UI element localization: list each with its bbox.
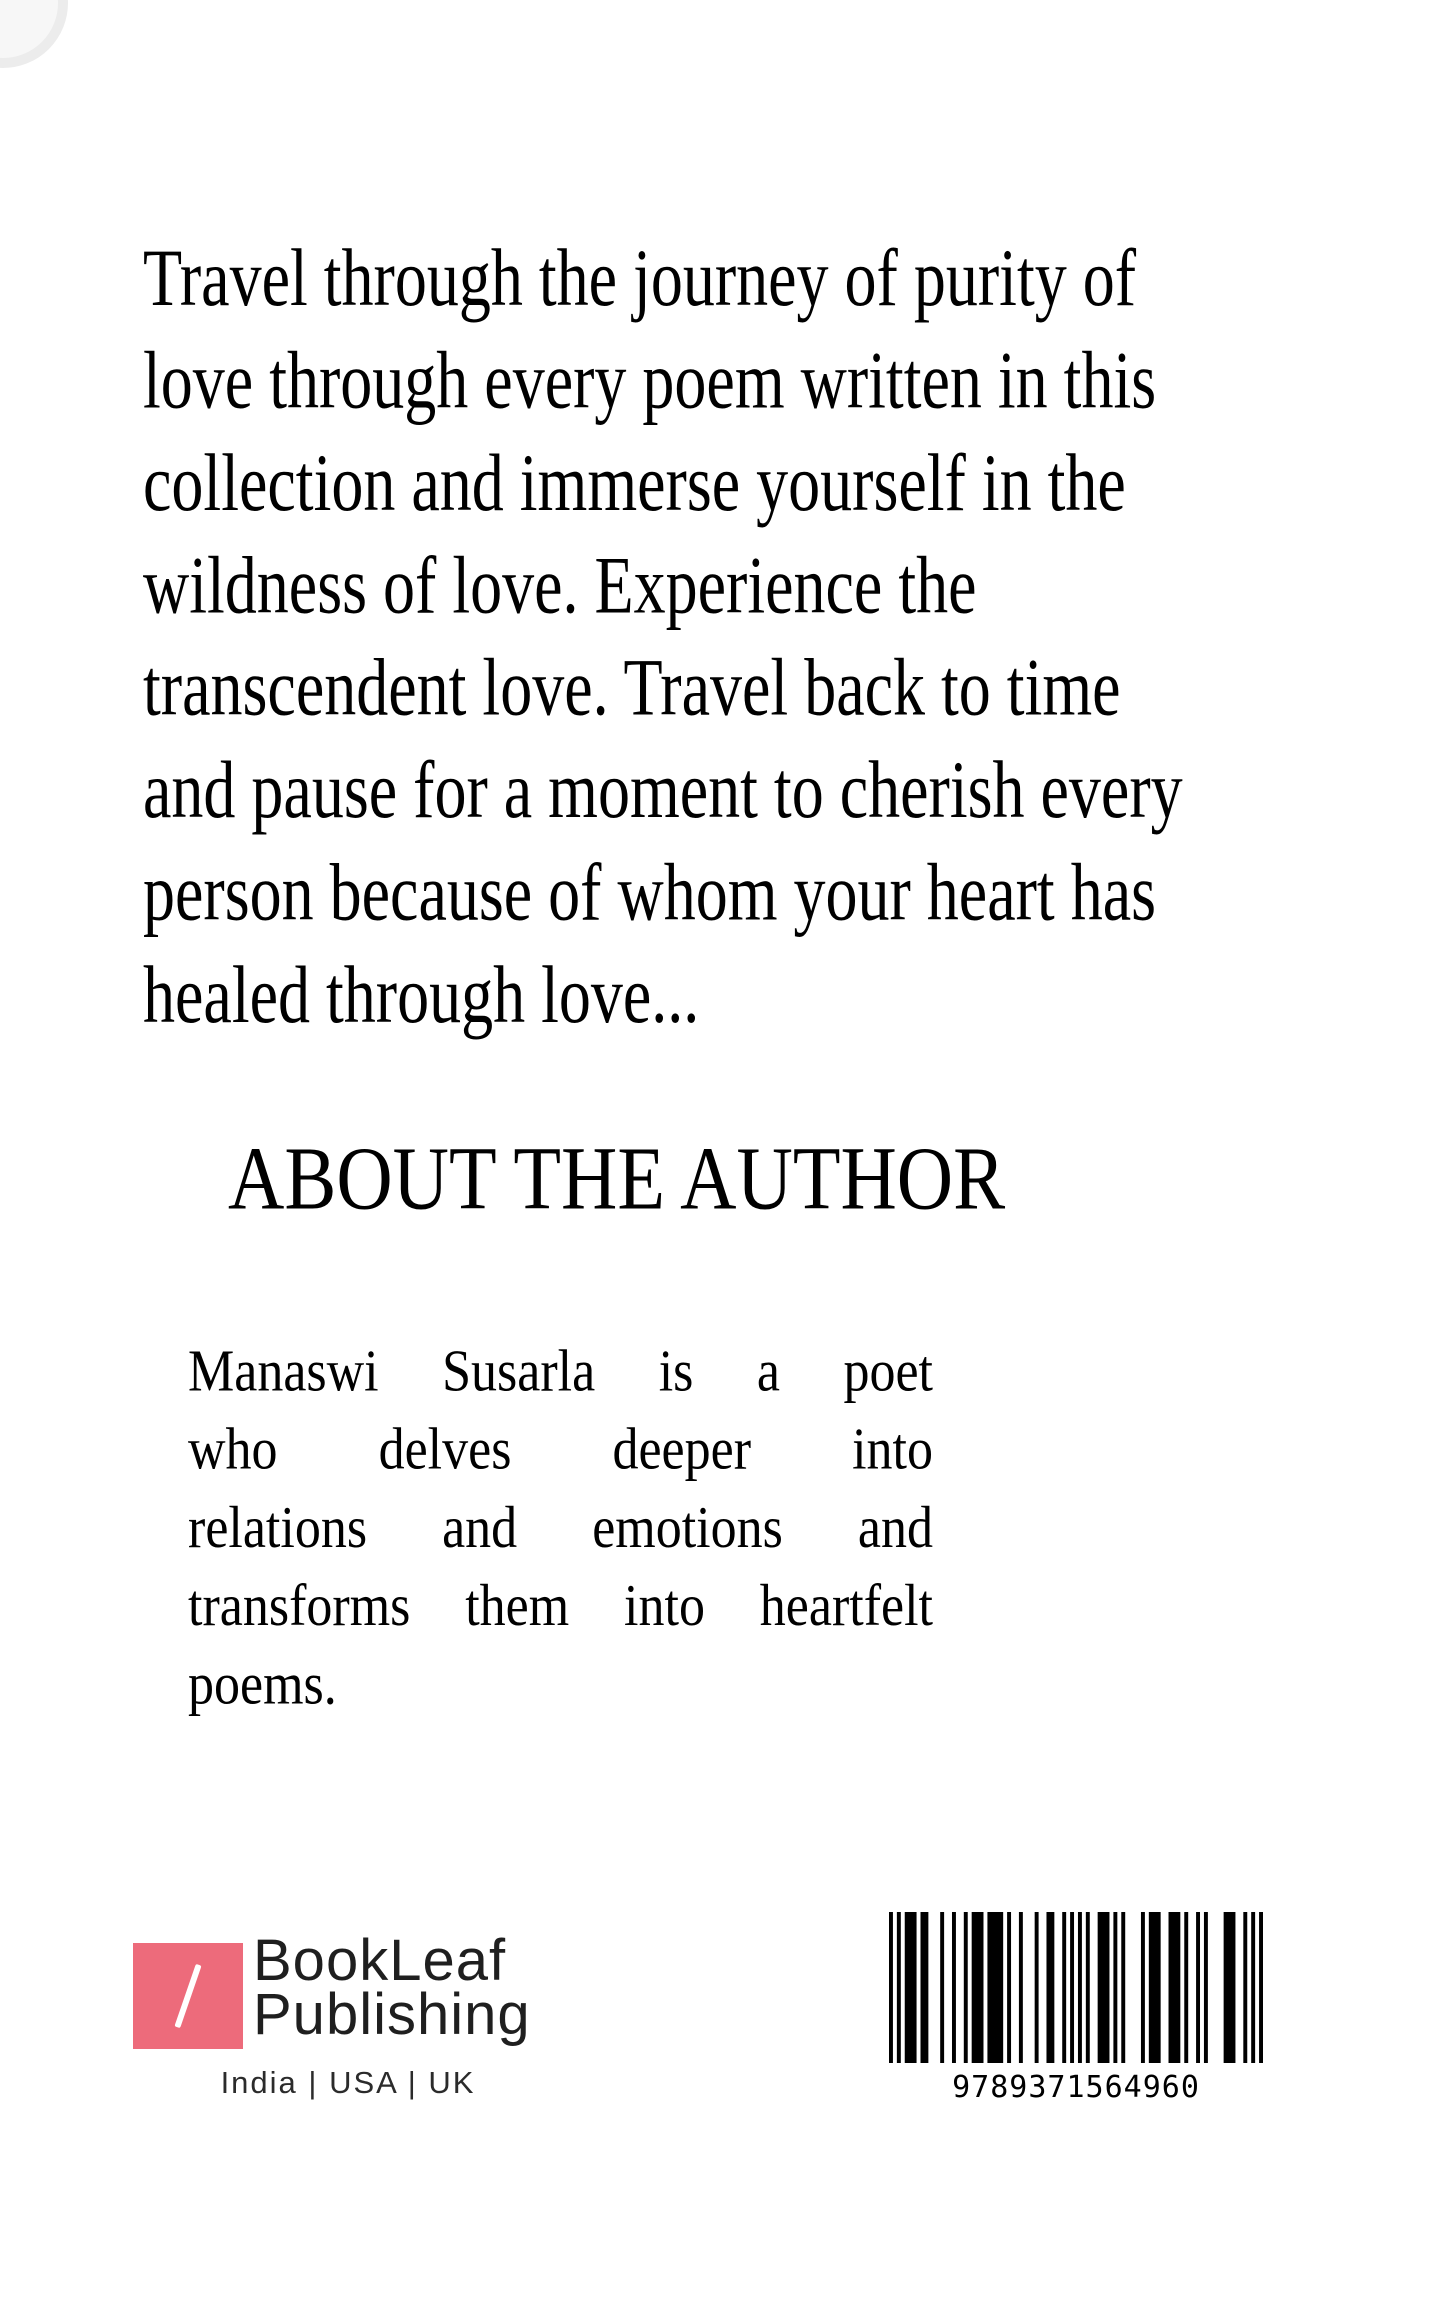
blurb-line: collection and immerse yourself in the bbox=[143, 436, 1126, 528]
bio-line bbox=[188, 1411, 933, 1489]
bio-word: poet bbox=[843, 1338, 933, 1405]
bio-word: transforms bbox=[188, 1573, 411, 1639]
bio-word: Manaswi bbox=[188, 1338, 379, 1405]
bio-line bbox=[188, 1489, 933, 1567]
bio-word: into bbox=[624, 1573, 705, 1639]
bio-word: and bbox=[857, 1495, 933, 1561]
barcode-bars bbox=[889, 1912, 1263, 2063]
bio-word: emotions bbox=[592, 1495, 783, 1561]
blurb-line: healed through love... bbox=[143, 948, 700, 1040]
bio-word: them bbox=[465, 1573, 570, 1639]
blurb-line: and pause for a moment to cherish every bbox=[143, 744, 1183, 835]
bio-word: and bbox=[442, 1495, 518, 1561]
blurb-line: wildness of love. Experience the bbox=[143, 539, 977, 631]
book-blurb bbox=[143, 227, 1303, 1046]
barcode bbox=[889, 1912, 1263, 2104]
blurb-line: Travel through the journey of purity of bbox=[143, 232, 1137, 323]
slash-icon bbox=[174, 1964, 201, 2028]
author-bio bbox=[188, 1333, 933, 1724]
bio-word: who bbox=[188, 1416, 278, 1483]
bio-word: delves bbox=[378, 1416, 512, 1483]
publisher-logo-row bbox=[133, 1928, 563, 2049]
corner-arc-decoration bbox=[0, 0, 68, 68]
bookleaf-logo bbox=[133, 1943, 243, 2049]
bio-word: into bbox=[852, 1416, 933, 1483]
blurb-line: love through every poem written in this bbox=[143, 334, 1157, 426]
bio-word: Susarla bbox=[442, 1338, 596, 1405]
blurb-line: transcendent love. Travel back to time bbox=[143, 641, 1121, 733]
bio-word: deeper bbox=[612, 1416, 752, 1483]
bio-word: heartfelt bbox=[759, 1573, 933, 1639]
bio-word: relations bbox=[188, 1495, 368, 1561]
bio-line: poems. bbox=[188, 1651, 337, 1718]
bio-line bbox=[188, 1568, 933, 1646]
publisher-name bbox=[253, 1928, 531, 2047]
bio-line bbox=[188, 1333, 933, 1411]
publisher-name-line1: BookLeaf bbox=[253, 1928, 507, 1993]
bio-word: a bbox=[756, 1338, 780, 1405]
publisher-name-line2: Publishing bbox=[253, 1982, 531, 2047]
barcode-number: 9789371564960 bbox=[952, 2070, 1200, 2105]
publisher-regions: India | USA | UK bbox=[220, 2065, 476, 2100]
publisher-logo-block bbox=[133, 1928, 563, 2103]
blurb-line: person because of whom your heart has bbox=[143, 846, 1156, 938]
about-the-author-heading: ABOUT THE AUTHOR bbox=[228, 1128, 1006, 1229]
bio-word: is bbox=[658, 1338, 694, 1405]
